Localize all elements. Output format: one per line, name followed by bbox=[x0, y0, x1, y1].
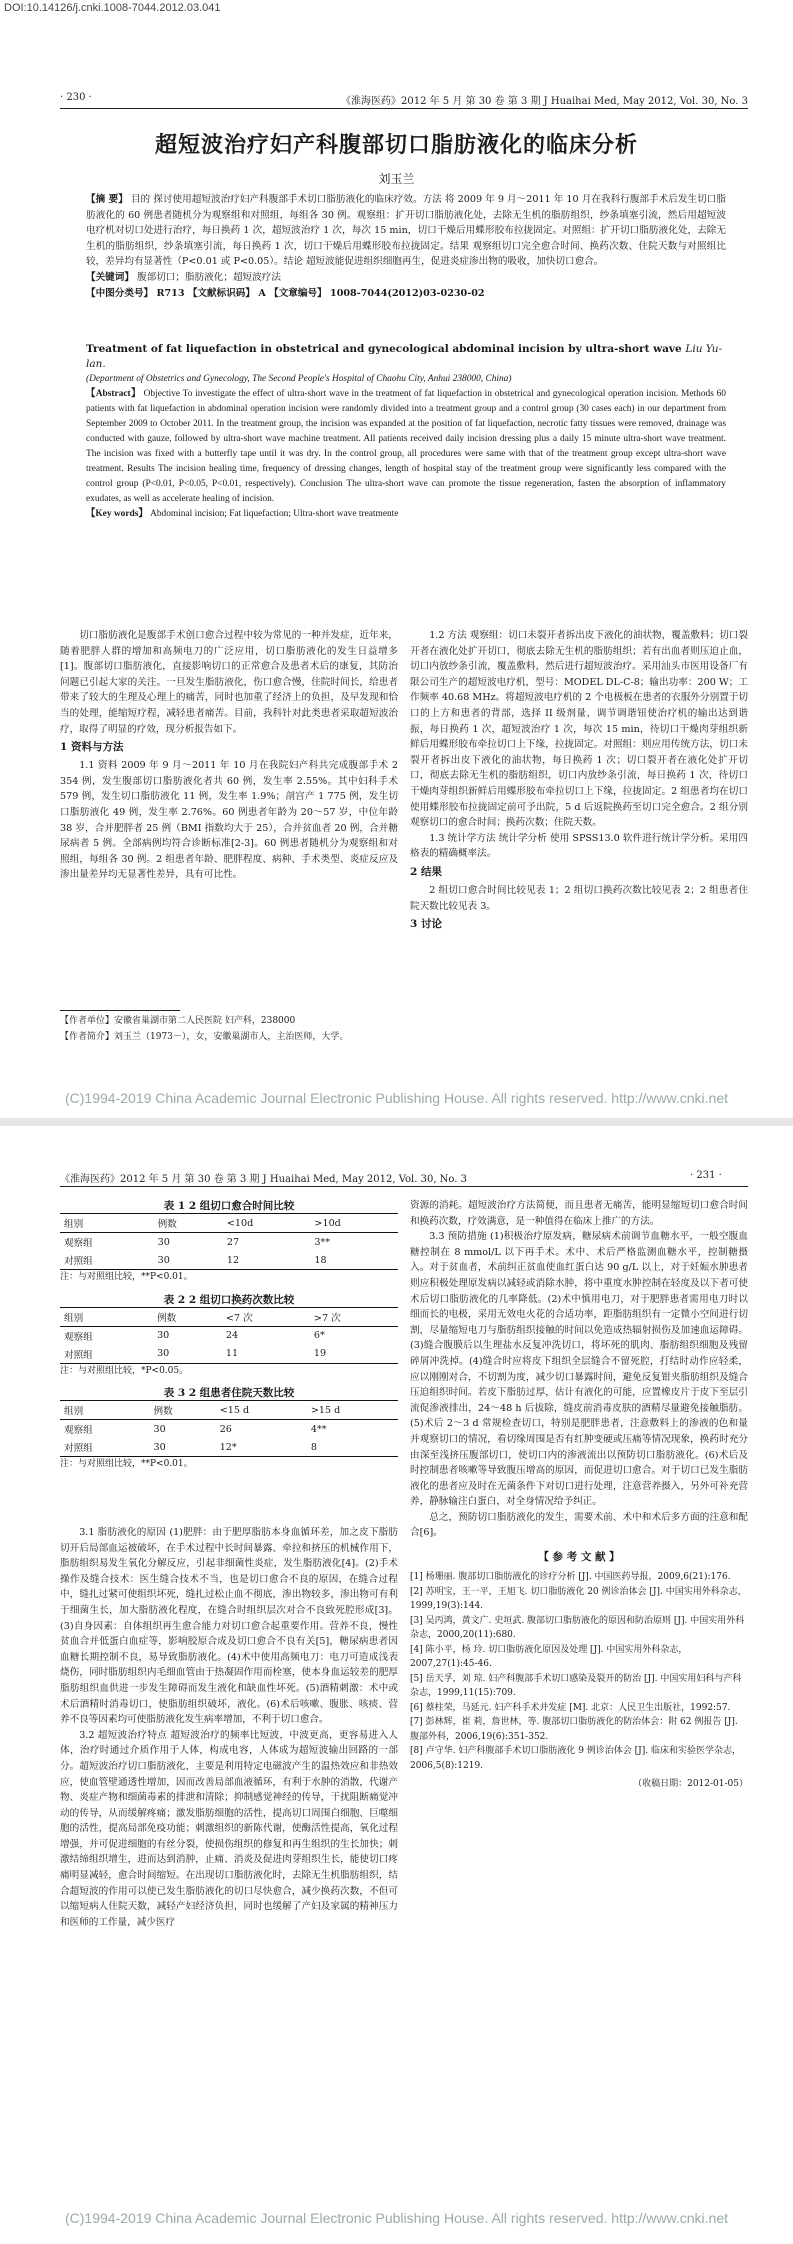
table1-note: 注：与对照组比较，**P<0.01。 bbox=[60, 1272, 193, 1282]
table3-header: 例数 bbox=[153, 1406, 173, 1418]
table-cell: 观察组 bbox=[64, 1331, 93, 1343]
section-heading-2: 2 结果 bbox=[410, 865, 442, 878]
table1 bbox=[60, 1213, 398, 1270]
table-cell: 30 bbox=[157, 1254, 170, 1266]
discussion-cause-paragraph: 3.1 脂肪液化的原因 (1)肥胖：由于肥厚脂肪本身血循环差，加之皮下脂肪切开后局部血运被破坏，在手术过程中长时间暴露、牵拉和挤压的机械作用下，脂肪组织易发生氧化分解反应，引起非细菌性炎症，发生脂肪液化[4]。(2)手术操作及缝合技术：医生缝合技术不当，也是切口愈合不良的原因，在缝合过程中，缝扎过紧可使组织坏死，缝扎过松止血不彻底，渗出物较多，渗出物可有利于细菌生长，加大脂肪液化程度，在缝合时组织层次对合不良致死腔形成[3]。(3)自身因素：自体组织再生愈合能力对切口愈合起重要作用。营养不良，慢性贫血合并低蛋白血症等，影响胶原合成及切口愈合不良有关[5]，糖尿病患者因血糖长期控制不良，易导致脂肪液化。(4)术中使用高频电刀：电刀可造成浅表烧伤，同时脂肪组织内毛细血管由于热凝固作用而栓塞，使本身血运较差的肥厚脂肪组织血供进一步发生障碍而发生液化和缺血性坏死。(5)酒精刺激：术中或术后酒精时消毒切口，使脂肪组织破坏，液化。(6)术后咳嗽、腹胀、咳痰、营养不良等因素均可使脂肪液化发生病率增加，不利于切口愈合。 bbox=[60, 1527, 398, 1726]
table-row bbox=[60, 1438, 398, 1457]
table-cell: 对照组 bbox=[64, 1349, 93, 1361]
table-cell: 4** bbox=[310, 1423, 327, 1435]
received-date: （收稿日期：2012-01-05） bbox=[633, 1779, 748, 1790]
english-abstract-label: 【Abstract】 bbox=[86, 389, 141, 399]
chinese-abstract bbox=[86, 192, 726, 301]
reference-item: [5] 岳天孚，刘 琼. 妇产科腹部手术切口感染及裂开的防治 [J]. 中国实用妇科与产科杂志，1999,11(15):709. bbox=[410, 1673, 742, 1699]
table1-header: >10d bbox=[314, 1217, 341, 1229]
materials-paragraph: 1.1 资料 2009 年 9 月～2011 年 10 月在我院妇产科共完成腹部手术 2 354 例，发生腹部切口脂肪液化者共 60 例，发生率 2.55%。其中妇科手术 579 例，发生切口脂肪液化 11 例，发生率 1.9%；剖宫产 1 775 例，发生切口脂肪液化 49 例，发生率 2.76%。60 例患者年龄为 20～57 岁，中位年龄 38 岁，合并肥胖者 25 例（BMI 指数均大于 25），合并贫血者 20 例，合并糖尿病者 5 例。全部病例均符合诊断标准[2-3]。60 例患者随机分为观察组和对照组，每组各 30 例。2 组患者年龄、肥胖程度、病种、手术类型、炎症反应及渗出量差异均无显著性差异，具有可比性。 bbox=[60, 760, 398, 881]
journal-header-2: 《淮海医药》2012 年 5 月 第 30 卷 第 3 期 J Huaihai Med, May 2012, Vol. 30, No. 3 bbox=[60, 1174, 468, 1185]
table2-caption: 表 2 2 组切口换药次数比较 bbox=[163, 1293, 295, 1306]
reference-item: [4] 陈小平，杨 玲. 切口脂肪液化原因及处理 [J]. 中国实用外科杂志，2007,27(1):45-46. bbox=[410, 1644, 688, 1670]
table-cell: 观察组 bbox=[64, 1425, 93, 1437]
prevention-paragraph: 3.3 预防措施 (1)积极治疗原发病，糖尿病术前调节血糖水平，一般空腹血糖控制在 8 mmol/L 以下再手术。术中、术后严格监测血糖水平，控制糖摄入。对于贫血者，术前纠正贫血使血红蛋白达 90 g/L 以上，对于妊娠水肿患者则应积极处理原发病以减轻或消除水肿，将中重度水肿控制在轻度及以下者可使术后切口脂肪液化的几率降低。(2)术中慎用电刀，对于肥胖患者需用电刀时以细而长的电极，采用无效电火花的合适功率，距脂肪组织有一定微小空间进行切割，尽量缩短电刀与脂肪组织接触的时间以免造成热辐射损伤及加速血运障碍。(3)缝合腹膜后以生理盐水反复冲洗切口，将坏死的肌肉、脂肪组织细胞及残留碎屑冲洗掉。(4)缝合时应将皮下组织全层缝合不留死腔，打结时动作应轻柔，应以刚刚对合，不切割为度，减少切口暴露时间，避免反复钳夹脂肪组织及缝合压迫组织时间。若皮下脂肪过厚，估计有液化的可能，应置橡皮片于皮下至层引流促渗液排出，24～48 h 后拔除，缝皮前消毒皮肤的酒精尽量避免接触脂肪。(5)术后 2～3 d 常规检查切口，特别是肥胖患者，注意敷料上的渗液的色和量并观察切口的情况，看切缘周围是否有红肿变硬或压痛等情况现象，换药时充分由深至浅挤压腹部切口，使切口内的渗液流出以预防切口脂肪液化。(6)术后及时控制患者咳嗽等导致腹压增高的原因，而促进切口愈合。对于切口已发生脂肪液化的患者应及时在无菌条件下对切口进行处理，注意营养摄入，另外可补充营养，静脉输注白蛋白，对全身情况给予纠正。 bbox=[410, 1231, 748, 1508]
table1-header: <10d bbox=[226, 1217, 254, 1229]
english-author: Liu Yu-lan. bbox=[86, 343, 723, 370]
watermark-page1: (C)1994-2019 China Academic Journal Electronic Publishing House. All rights reserved. http://www.cnki.net bbox=[65, 1090, 728, 1106]
table1-header: 例数 bbox=[157, 1219, 177, 1230]
table-row bbox=[60, 1326, 398, 1345]
keywords-label: 【关键词】 bbox=[86, 271, 134, 283]
reference-item: [7] 彭林辉，崔 莉，詹世林，等. 腹部切口脂肪液化的防治体会：附 62 例报告 [J]. 腹部外科，2006,19(6):351-352. bbox=[410, 1717, 738, 1742]
reference-item: [8] 卢守华. 妇产科腹部手术切口脂肪液化 9 例诊治体会 [J]. 临床和实验医学杂志，2006,5(8):1219. bbox=[410, 1746, 741, 1771]
english-abstract-text: Objective To investigate the effect of ultra-short wave in the treatment of fat liquefaction in obstetrical and gynecological operation incision. Methods 60 patients with fat liquefaction in abdominal operation incision were randomly divided into a treatment group and a control group (30 cases each) in our department from September 2009 to October 2011. In the treatment group, the incision was expanded at the position of fat liquefaction, necrotic fatty tissues were removed, drainage was conducted with gauze, followed by ultra-short wave machine treatment. All patients received daily incision dressing plus a daily 15 minute ultra-short wave treatment. The incision was fixed with a butterfly tape until it was dry. In the control group, all procedures were same with that of the treatment group except ultra-short wave treatment. Results The incision healing time, frequency of dressing changes, length of hospital stay of the treatment group were significantly less compared with the control group (P<0.01, P<0.05, P<0.01, respectively). Conclusion The ultra-short wave can promote the tissue regeneration, fasten the absorption of inflammatory exudates, as well as accelerate healing of incision. bbox=[86, 389, 726, 504]
discussion-features-paragraph: 3.2 超短波治疗特点 超短波治疗的频率比短波，中波更高，更容易进入人体，治疗时通过介质作用于人体，构成电容，人体成为超短波输出回路的一部分。超短波治疗切口脂肪液化，主要是利用特定电磁波产生的温热效应和非热效应，使血管壁通透性增加，因而改善局部血液循环，有利于水肿的消散，代谢产物、炎症产物和细菌毒素的排泄和清除；抑制感觉神经的传导，干扰阻断痛觉冲动的传导，从而缓解疼痛；激发脂肪细胞的活性，提高切口周围白细胞、巨噬细胞的活性，提高局部免疫功能；刺激组织的新陈代谢，使酶活性提高，氧化过程增强，并可促进细胞的有丝分裂，使损伤组织的修复和再生组织的生长加快；刺激结缔组织增生，进而达到消肿，止痛、消炎及促进肉芽组织生长，能使切口疼痛明显减轻，愈合时间缩短。在出现切口脂肪液化时，去除无生机脂肪组织，结合超短波的作用可以使已发生脂肪液化的切口尽快愈合，减少换药次数，不但可以缩短病人住院天数，减轻产妇经济负担，同时也缓解了产妇及家属的精神压力和医师的工作量，减少医疗 bbox=[60, 1729, 398, 1928]
methods-paragraph: 1.2 方法 观察组：切口未裂开者拆出皮下液化的油状物，覆盖敷料；切口裂开者在液化处扩开切口，彻底去除无生机的脂肪组织；若有出血者则压迫止血，切口内放纱条引流，覆盖敷料，然后进行超短波治疗。采用汕头市医用设备厂有限公司生产的超短波电疗机，型号：MODEL DL-C-8；输出功率：200 W；工作频率 40.68 MHz。将超短波电疗机的 2 个电极板在患者的衣服外分别置于切口的上方和患者的背部，选择 II 级剂量，调节调谐钮使治疗机的输出达到谐振，每日换药 1 次，超短波治疗 1 次，每次 15 min，待切口干燥肉芽组织新鲜后用蝶形胶布牵拉切口上下缘，拉拢固定。对照组：则应用传统方法，切口未裂开者拆出皮下液化的油状物，每日换药 1 次；切口裂开者在液化处扩开切口，彻底去除无生机的脂肪组织，切口内放纱条引流，每日换药 1 次，待切口干燥肉芽组织新鲜后用蝶形胶布牵拉切口上下缘，拉拢固定。2 组患者均在切口使用蝶形胶布拉拢固定前可予出院，5 d 后返院换药至切口完全愈合。2 组分别观察切口的愈合时间；换药次数；住院天数。 bbox=[410, 630, 748, 829]
page-number-2: · 231 · bbox=[690, 1170, 722, 1181]
summary-paragraph: 总之，预防切口脂肪液化的发生，需要术前、术中和术后多方面的注意和配合[6]。 bbox=[410, 1511, 748, 1539]
page1-left-column bbox=[60, 628, 398, 883]
table-cell: 8 bbox=[310, 1441, 317, 1453]
table-cell: 30 bbox=[157, 1236, 170, 1248]
table-cell: 18 bbox=[314, 1254, 327, 1266]
english-title: Treatment of fat liquefaction in obstetrical and gynecological abdominal incision by ultra-short wave bbox=[86, 343, 682, 355]
journal-header: 《淮海医药》2012 年 5 月 第 30 卷 第 3 期 J Huaihai Med, May 2012, Vol. 30, No. 3 bbox=[340, 96, 748, 107]
english-keywords-label: 【Key words】 bbox=[86, 509, 148, 519]
table-cell: 30 bbox=[153, 1423, 166, 1435]
references-title: 【 参 考 文 献 】 bbox=[538, 1551, 620, 1564]
article-author: 刘玉兰 bbox=[378, 172, 415, 186]
table-cell: 30 bbox=[153, 1441, 166, 1453]
table-cell: 26 bbox=[219, 1423, 232, 1435]
table-cell: 11 bbox=[225, 1348, 239, 1360]
table-cell: 24 bbox=[225, 1330, 239, 1342]
stats-paragraph: 1.3 统计学方法 统计学分析 使用 SPSS13.0 软件进行统计学分析。采用四格表的精确概率法。 bbox=[410, 832, 748, 860]
table3-header: >15 d bbox=[310, 1404, 341, 1416]
table1-header: 组别 bbox=[64, 1219, 84, 1230]
table2-header: 例数 bbox=[157, 1312, 177, 1324]
author-bio: 【作者简介】刘玉兰（1973－），女，安徽巢湖市人，主治医师，大学。 bbox=[60, 1032, 349, 1042]
table-cell: 对照组 bbox=[64, 1256, 93, 1267]
doi-label: DOI:10.14126/j.cnki.1008-7044.2012.03.041 bbox=[4, 2, 221, 14]
table-cell: 6* bbox=[313, 1330, 325, 1342]
section-heading-3: 3 讨论 bbox=[410, 918, 442, 931]
continuation-paragraph: 资源的消耗。超短波治疗方法简便，而且患者无痛苦，能明显缩短切口愈合时间和换药次数，疗效满意，是一种值得在临床上推广的方法。 bbox=[410, 1200, 748, 1227]
article-title: 超短波治疗妇产科腹部切口脂肪液化的临床分析 bbox=[154, 132, 638, 158]
keywords-text: 腹部切口；脂肪液化；超短波疗法 bbox=[137, 271, 281, 283]
table2-header: >7 次 bbox=[313, 1312, 341, 1324]
footnote-rule bbox=[60, 1010, 180, 1011]
table3-caption: 表 3 2 组患者住院天数比较 bbox=[163, 1387, 295, 1400]
table-cell: 12* bbox=[219, 1441, 237, 1453]
page2-left-column bbox=[60, 1525, 398, 1930]
english-keywords-text: Abdominal incision; Fat liquefaction; Ultra-short wave treatmente bbox=[150, 509, 399, 519]
results-paragraph: 2 组切口愈合时间比较见表 1；2 组切口换药次数比较见表 2；2 组患者住院天数比较见表 3。 bbox=[410, 884, 748, 912]
page2-right-column bbox=[410, 1198, 748, 1792]
header-rule bbox=[60, 108, 748, 109]
table1-caption: 表 1 2 组切口愈合时间比较 bbox=[163, 1200, 295, 1212]
reference-item: [1] 杨珊丽. 腹部切口脂肪液化的诊疗分析 [J]. 中国医药导报，2009,6(21):176. bbox=[410, 1572, 731, 1583]
section-heading-1: 1 资料与方法 bbox=[60, 741, 124, 754]
table-cell: 对照组 bbox=[64, 1443, 93, 1455]
page-number: · 230 · bbox=[60, 92, 92, 103]
english-affiliation: (Department of Obstetrics and Gynecology, The Second People's Hospital of Chaohu City, Anhui 238000, China) bbox=[86, 374, 512, 384]
table3 bbox=[60, 1400, 398, 1457]
watermark-page2: (C)1994-2019 China Academic Journal Electronic Publishing House. All rights reserved. http://www.cnki.net bbox=[65, 2210, 728, 2226]
table3-note: 注：与对照组比较，**P<0.01。 bbox=[60, 1459, 193, 1470]
table-cell: 30 bbox=[157, 1330, 170, 1342]
table-row bbox=[60, 1233, 398, 1252]
english-abstract bbox=[86, 342, 726, 522]
page1-right-column bbox=[410, 628, 748, 935]
table-row bbox=[60, 1420, 398, 1439]
table2-header: <7 次 bbox=[225, 1312, 253, 1324]
table2 bbox=[60, 1307, 398, 1364]
tables-block bbox=[60, 1198, 398, 1473]
table3-header: <15 d bbox=[219, 1404, 250, 1416]
table-cell: 27 bbox=[226, 1236, 240, 1248]
reference-item: [3] 吴丙鸿，黄文广. 史垣武. 腹部切口脂肪液化的原因和防治原则 [J]. 中国实用外科杂志，2000,20(11):680. bbox=[410, 1615, 745, 1641]
table2-note: 注：与对照组比较，*P<0.05。 bbox=[60, 1365, 189, 1376]
table-cell: 3** bbox=[314, 1236, 331, 1248]
intro-paragraph: 切口脂肪液化是腹部手术创口愈合过程中较为常见的一种并发症，近年来，随着肥胖人群的增加和高频电刀的广泛应用，切口脂肪液化的发生日益增多[1]。腹部切口脂肪液化，直接影响切口的正常愈合及患者术后的康复，其防治问题已引起大家的关注。一旦发生脂肪液化，伤口愈合慢，住院时间长，给患者带来了较大的生理及心理上的痛苦，同时也加重了经济上的负担，及早发现和恰当的处理，能缩短疗程，减轻患者痛苦。目前，我科针对此类患者采取超短波治疗，取得了明显的疗效，现分析报告如下。 bbox=[60, 630, 398, 735]
page-separator bbox=[0, 1118, 793, 1126]
table-cell: 19 bbox=[313, 1348, 327, 1360]
table2-header: 组别 bbox=[64, 1312, 84, 1324]
table3-header: 组别 bbox=[64, 1406, 84, 1418]
table-cell: 12 bbox=[226, 1254, 240, 1266]
reference-item: [6] 蔡柱荣，马延元. 妇产科手术并发症 [M]. 北京：人民卫生出版社，1992:57. bbox=[410, 1702, 731, 1713]
author-unit: 【作者单位】安徽省巢湖市第二人民医院 妇产科，238000 bbox=[60, 1016, 296, 1026]
reference-item: [2] 苏明宝，王一平，王旭飞. 切口脂肪液化 20 例诊治体会 [J]. 中国实用外科杂志，1999,19(3):144. bbox=[410, 1586, 747, 1612]
header-rule-2 bbox=[60, 1186, 748, 1187]
abstract-text: 目的 探讨使用超短波治疗妇产科腹部手术切口脂肪液化的临床疗效。方法 将 2009 年 9 月～2011 年 10 月在我科行腹部手术后发生切口脂肪液化的 60 例患者随机分为观察组和对照组，每组各 30 例。观察组：扩开切口脂肪液化处，去除无生机的脂肪组织，纱条填塞引流，然后用超短波电疗机对切口处进行治疗，每日换药 1 次，超短波治疗 1 次，每次 15 min，切口干燥后用蝶形胶布拉拢固定。对照组：扩开切口脂肪液化处，去除无生机的脂肪组织，纱条填塞引流，每日换药 1 次，切口干燥后用蝶形胶布拉拢固定。结果 观察组切口完全愈合时间、换药次数、住院天数与对照组比较，差异均有显著性（P<0.01 或 P<0.05）。结论 超短波能促进组织细胞再生，促进炎症渗出物的吸收，加快切口愈合。 bbox=[86, 194, 726, 268]
classification-line: 【中图分类号】 R713 【文献标识码】 A 【文章编号】 1008-7044(2012)03-0230-02 bbox=[86, 287, 485, 299]
table-row bbox=[60, 1251, 398, 1270]
abstract-label: 【摘 要】 bbox=[86, 194, 128, 205]
table-cell: 30 bbox=[157, 1348, 170, 1360]
table-cell: 观察组 bbox=[64, 1238, 93, 1249]
table-row bbox=[60, 1345, 398, 1364]
